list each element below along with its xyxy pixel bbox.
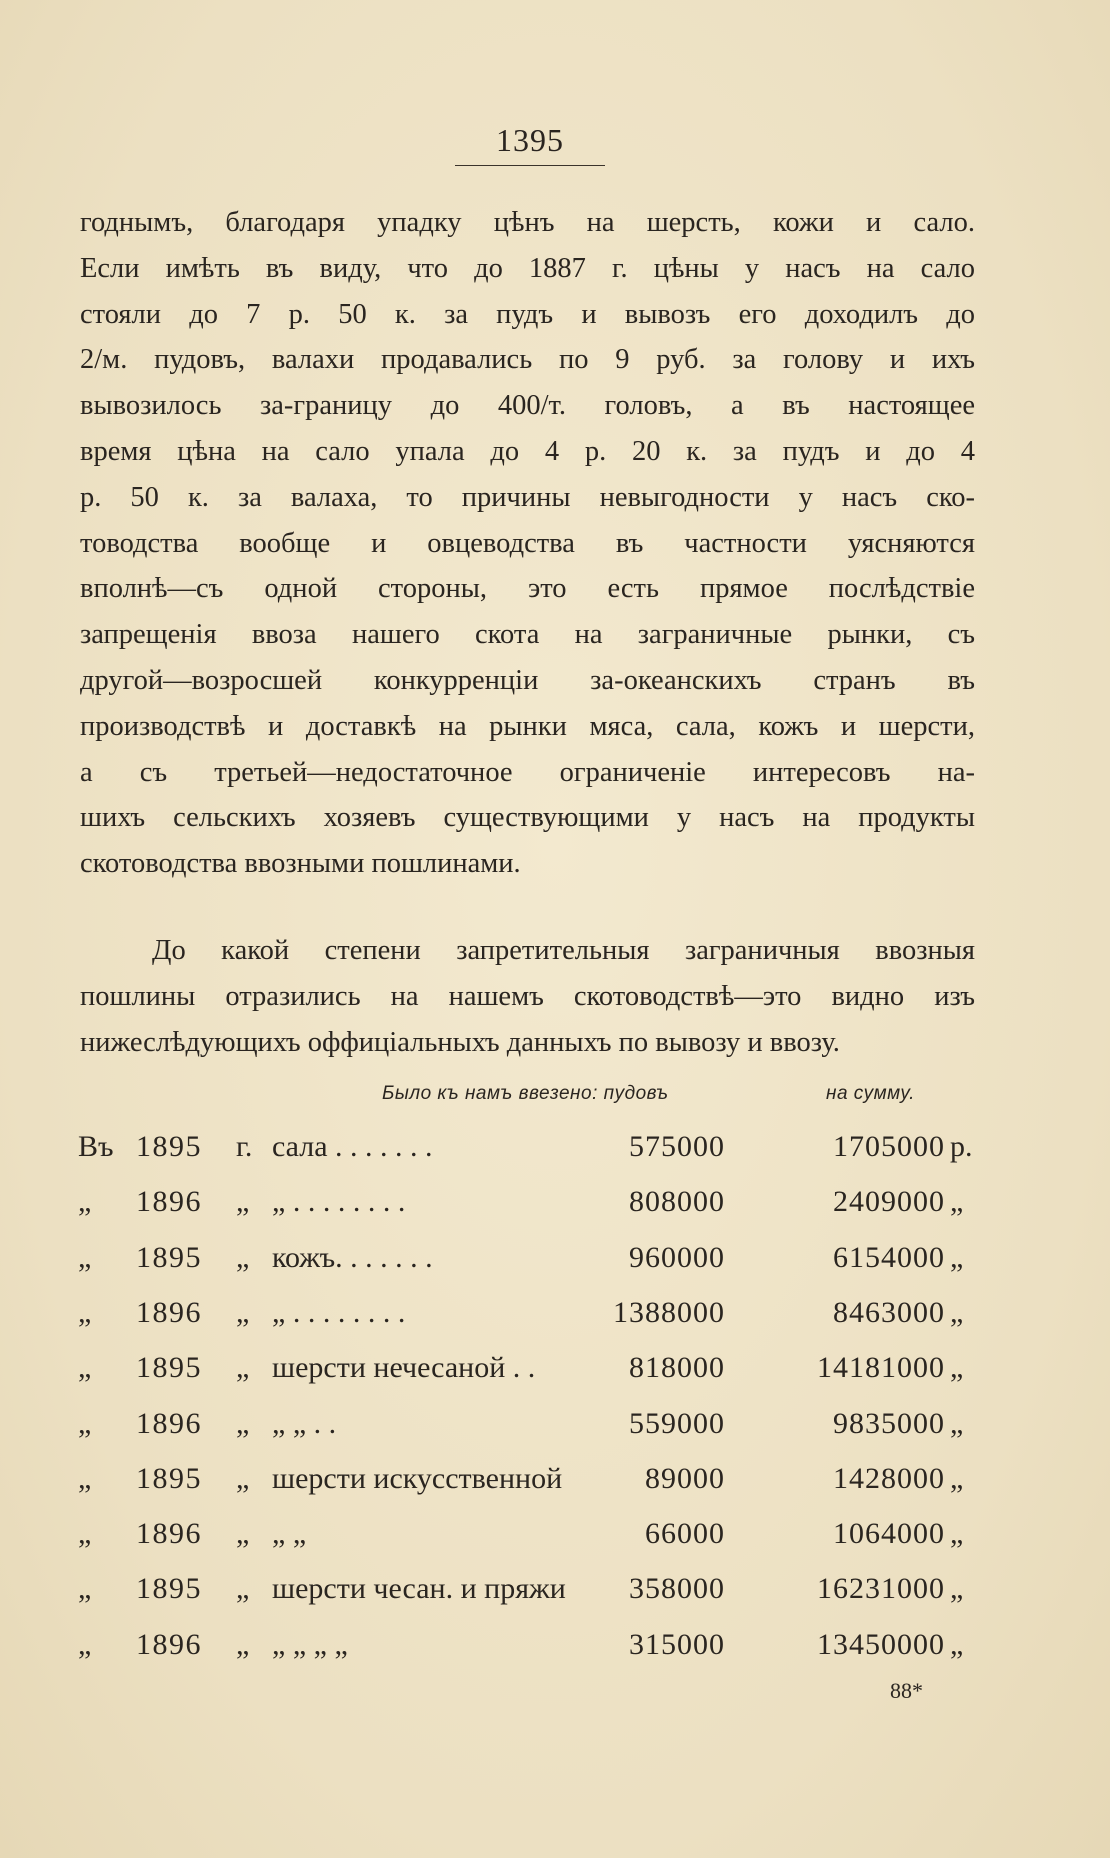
row-year: 1895 — [136, 1572, 202, 1606]
table-row — [0, 1628, 1110, 1678]
row-unit: „ — [950, 1627, 964, 1661]
row-abbrev: „ — [236, 1461, 250, 1495]
row-year: 1896 — [136, 1295, 202, 1329]
row-year: 1896 — [136, 1406, 202, 1440]
row-sum: 1428000 — [833, 1461, 945, 1495]
text-line: Если имѣть въ виду, что до 1887 г. цѣны у насъ на сало — [80, 252, 975, 284]
row-prefix: „ — [78, 1461, 92, 1495]
row-abbrev: г. — [236, 1130, 253, 1163]
row-year: 1896 — [136, 1517, 202, 1551]
row-unit: „ — [950, 1572, 964, 1606]
row-quantity: 808000 — [629, 1185, 725, 1219]
row-abbrev: „ — [236, 1627, 250, 1661]
row-abbrev: „ — [236, 1406, 250, 1440]
row-year: 1895 — [136, 1461, 202, 1495]
text-line: нижеслѣдующихъ оффиціальныхъ данныхъ по вывозу и ввозу. — [80, 1026, 840, 1058]
text-line: вывозилось за-границу до 400/т. головъ, а въ настоящее — [80, 390, 975, 422]
row-prefix: „ — [78, 1240, 92, 1274]
text-line: а съ третьей—недостаточное ограниченіе интересовъ на- — [80, 756, 975, 788]
text-line: стояли до 7 р. 50 к. за пудъ и вывозъ его доходилъ до — [80, 298, 975, 330]
row-sum: 2409000 — [833, 1185, 945, 1219]
row-sum: 13450000 — [817, 1627, 945, 1661]
row-quantity: 575000 — [629, 1130, 725, 1163]
table-row — [0, 1407, 1110, 1457]
row-abbrev: „ — [236, 1240, 250, 1274]
row-sum: 6154000 — [833, 1240, 945, 1274]
row-quantity: 89000 — [645, 1461, 725, 1495]
row-year: 1895 — [136, 1240, 202, 1274]
text-line: скотоводства ввозными пошлинами. — [80, 848, 521, 880]
text-line: вполнѣ—съ одной стороны, это есть прямое послѣдствіе — [80, 573, 975, 605]
row-year: 1895 — [136, 1351, 202, 1385]
row-unit: „ — [950, 1461, 964, 1495]
page-number-rule — [455, 165, 605, 166]
paragraph-1 — [80, 200, 975, 887]
page-number: 1395 — [496, 122, 564, 158]
text-line: До какой степени запретительныя заграничныя ввозныя — [152, 935, 975, 966]
row-prefix: „ — [78, 1406, 92, 1440]
row-item: „ „ „ „ — [272, 1627, 348, 1661]
table-row — [0, 1572, 1110, 1622]
row-item: „ . . . . . . . . — [272, 1185, 406, 1219]
row-abbrev: „ — [236, 1351, 250, 1385]
table-row — [0, 1351, 1110, 1401]
row-prefix: „ — [78, 1627, 92, 1661]
row-quantity: 1388000 — [613, 1295, 725, 1329]
row-unit: „ — [950, 1240, 964, 1274]
row-quantity: 960000 — [629, 1240, 725, 1274]
table-row — [0, 1517, 1110, 1567]
row-abbrev: „ — [236, 1185, 250, 1219]
row-sum: 16231000 — [817, 1572, 945, 1606]
row-sum: 8463000 — [833, 1295, 945, 1329]
row-sum: 9835000 — [833, 1406, 945, 1440]
row-prefix: „ — [78, 1572, 92, 1606]
row-item: „ „ . . — [272, 1406, 337, 1440]
row-unit: „ — [950, 1517, 964, 1551]
row-year: 1895 — [136, 1130, 202, 1163]
row-unit: „ — [950, 1185, 964, 1219]
row-unit: „ — [950, 1295, 964, 1329]
row-abbrev: „ — [236, 1517, 250, 1551]
row-quantity: 315000 — [629, 1627, 725, 1661]
row-item: шерсти чесан. и пряжи — [272, 1572, 566, 1606]
text-line: 2/м. пудовъ, валахи продавались по 9 руб. за голову и ихъ — [80, 344, 975, 376]
table-row — [0, 1130, 1110, 1180]
table-header-quantity: Было къ намъ ввезено: пудовъ — [382, 1083, 669, 1104]
row-quantity: 818000 — [629, 1351, 725, 1385]
row-unit: „ — [950, 1351, 964, 1385]
text-line: товодства вообще и овцеводства въ частности уясняются — [80, 527, 975, 559]
row-prefix: „ — [78, 1185, 92, 1219]
text-line: время цѣна на сало упала до 4 р. 20 к. за пудъ и до 4 — [80, 435, 975, 467]
row-unit: р. — [950, 1130, 973, 1163]
row-sum: 1705000 — [833, 1130, 945, 1163]
text-line: запрещенія ввоза нашего скота на заграничные рынки, съ — [80, 619, 975, 651]
row-quantity: 358000 — [629, 1572, 725, 1606]
paragraph-2 — [80, 928, 975, 1065]
row-prefix: „ — [78, 1295, 92, 1329]
row-unit: „ — [950, 1406, 964, 1440]
signature-mark: 88* — [890, 1678, 923, 1703]
row-item: „ „ — [272, 1517, 307, 1551]
table-header-sum: на сумму. — [826, 1083, 915, 1104]
row-year: 1896 — [136, 1627, 202, 1661]
row-item: шерсти нечесаной . . — [272, 1351, 536, 1385]
table-row — [0, 1241, 1110, 1291]
row-quantity: 559000 — [629, 1406, 725, 1440]
row-prefix: Въ — [78, 1130, 114, 1163]
row-quantity: 66000 — [645, 1517, 725, 1551]
row-abbrev: „ — [236, 1572, 250, 1606]
row-item: кожъ. . . . . . . — [272, 1240, 433, 1274]
text-line: пошлины отразились на нашемъ скотоводствѣ—это видно изъ — [80, 980, 975, 1012]
table-row — [0, 1296, 1110, 1346]
row-sum: 14181000 — [817, 1351, 945, 1385]
row-item: „ . . . . . . . . — [272, 1295, 406, 1329]
row-item: шерсти искусственной — [272, 1461, 563, 1495]
row-item: сала . . . . . . . — [272, 1130, 433, 1163]
text-line: производствѣ и доставкѣ на рынки мяса, сала, кожъ и шерсти, — [80, 710, 975, 742]
row-abbrev: „ — [236, 1295, 250, 1329]
text-line: шихъ сельскихъ хозяевъ существующими у насъ на продукты — [80, 802, 975, 834]
row-year: 1896 — [136, 1185, 202, 1219]
row-sum: 1064000 — [833, 1517, 945, 1551]
text-line: другой—возросшей конкурренціи за-океанскихъ странъ въ — [80, 664, 975, 696]
row-prefix: „ — [78, 1517, 92, 1551]
table-row — [0, 1185, 1110, 1235]
text-line: годнымъ, благодаря упадку цѣнъ на шерсть, кожи и сало. — [80, 207, 975, 238]
row-prefix: „ — [78, 1351, 92, 1385]
text-line: р. 50 к. за валаха, то причины невыгодности у насъ ско- — [80, 481, 975, 513]
table-row — [0, 1462, 1110, 1512]
